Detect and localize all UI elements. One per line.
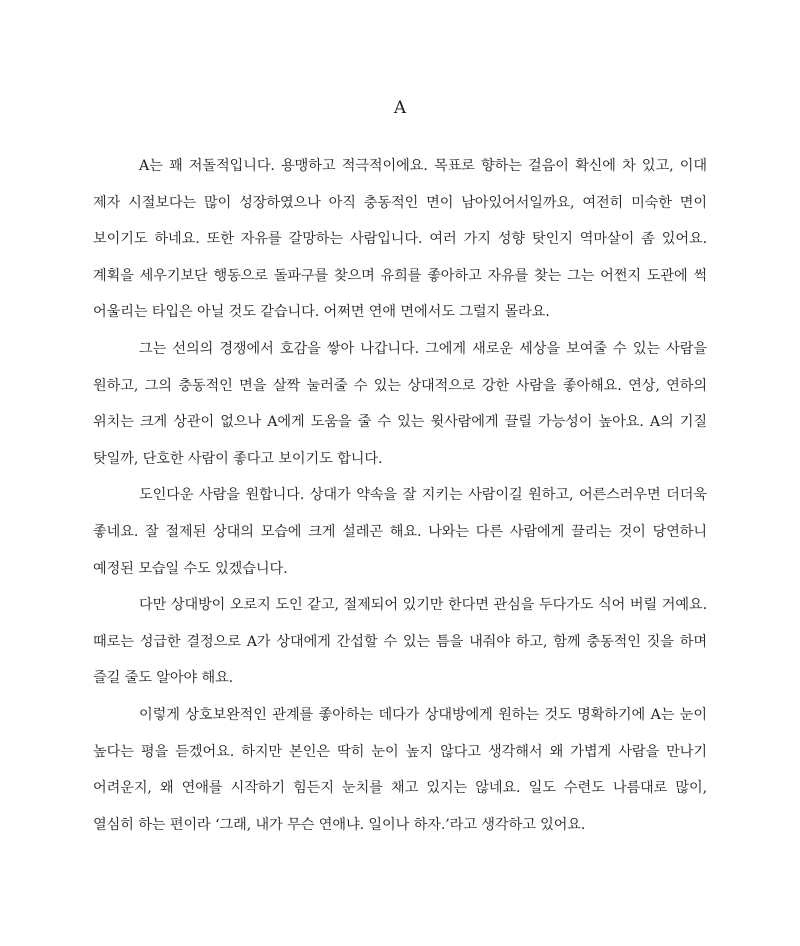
paragraph-5: 이렇게 상호보완적인 관계를 좋아하는 데다가 상대방에게 원하는 것도 명확하기에 A는 눈이 높다는 평을 듣겠어요. 하지만 본인은 딱히 눈이 높지 않다고 생각해서 왜 가볍게 사람을 만나기 어려운지, 왜 연애를 시작하기 힘든지 눈치를 채고 있지는 않네요. 일도 수련도 나름대로 많이, 열심히 하는 편이라 ‘그래, 내가 무슨 연애냐. 일이나 하자.’라고 생각하고 있어요.	[93, 706, 707, 833]
document-page	[93, 0, 707, 946]
paragraph-2: 그는 선의의 경쟁에서 호감을 쌓아 나갑니다. 그에게 새로운 세상을 보여줄 수 있는 사람을 원하고, 그의 충동적인 면을 살짝 눌러줄 수 있는 상대적으로 강한 사람을 좋아해요. 연상, 연하의 위치는 크게 상관이 없으나 A에게 도움을 줄 수 있는 윗사람에게 끌릴 가능성이 높아요. A의 기질 탓일까, 단호한 사람이 좋다고 보이기도 합니다.	[93, 340, 707, 467]
paragraph-1: A는 꽤 저돌적입니다. 용맹하고 적극적이에요. 목표로 향하는 걸음이 확신에 차 있고, 이대 제자 시절보다는 많이 성장하였으나 아직 충동적인 면이 남아있어서일까요, 여전히 미숙한 면이 보이기도 하네요. 또한 자유를 갈망하는 사람입니다. 여러 가지 성향 탓인지 역마살이 좀 있어요. 계획을 세우기보단 행동으로 돌파구를 찾으며 유희를 좋아하고 자유를 찾는 그는 어쩐지 도관에 썩 어울리는 타입은 아닐 것도 같습니다. 어쩌면 연애 면에서도 그럴지 몰라요.	[93, 158, 707, 321]
paragraph-3: 도인다운 사람을 원합니다. 상대가 약속을 잘 지키는 사람이길 원하고, 어른스러우면 더더욱 좋네요. 잘 절제된 상대의 모습에 크게 설레곤 해요. 나와는 다른 사람에게 끌리는 것이 당연하니 예정된 모습일 수도 있겠습니다.	[93, 487, 707, 577]
document-body	[93, 148, 707, 843]
document-title: A	[393, 98, 407, 118]
paragraph-4: 다만 상대방이 오로지 도인 같고, 절제되어 있기만 한다면 관심을 두다가도 식어 버릴 거예요. 때로는 성급한 결정으로 A가 상대에게 간섭할 수 있는 틈을 내줘야 하고, 함께 충동적인 짓을 하며 즐길 줄도 알아야 해요.	[93, 597, 707, 687]
